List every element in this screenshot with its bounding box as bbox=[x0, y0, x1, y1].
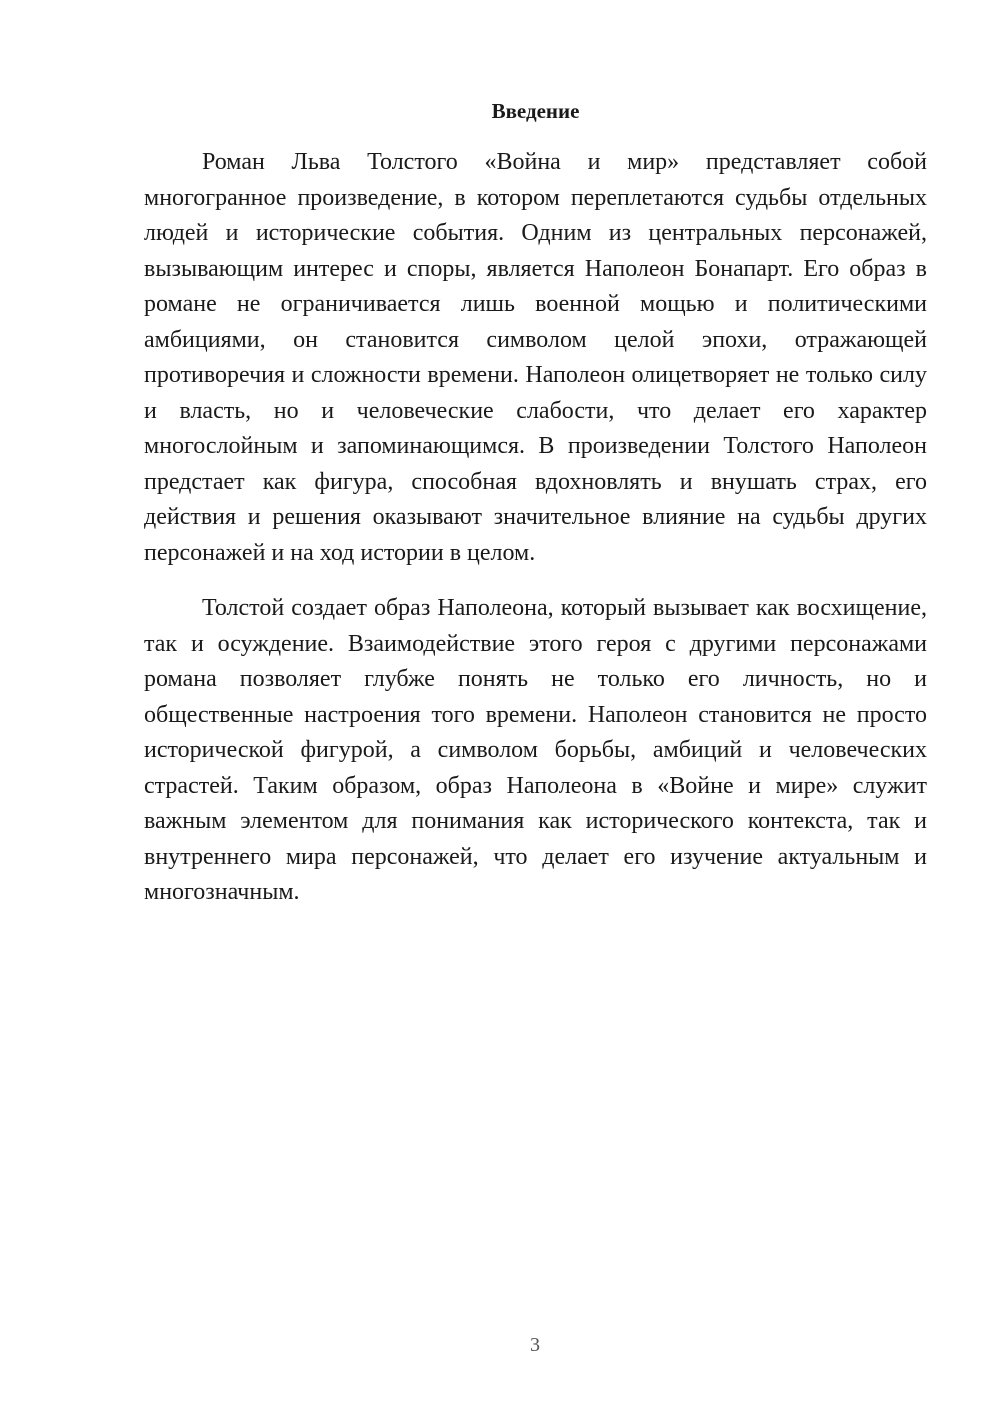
paragraph-2: Толстой создает образ Наполеона, который вызывает как восхищение, так и осуждение. Взаимодействие этого героя с другими персонажами романа позволяет глубже понять не только его личность, но и общественные настроения того времени. Наполеон становится не просто исторической фигурой, а символом борьбы, амбиций и человеческих страстей. Таким образом, образ Наполеона в «Войне и мире» служит важным элементом для понимания как исторического контекста, так и внутреннего мира персонажей, что делает его изучение актуальным и многозначным. bbox=[144, 595, 927, 905]
section-title: Введение bbox=[491, 99, 580, 123]
paragraph-1: Роман Льва Толстого «Война и мир» представляет собой многогранное произведение, в котором переплетаются судьбы отдельных людей и исторические события. Одним из центральных персонажей, вызывающим интерес и споры, является Наполеон Бонапарт. Его образ в романе не ограничивается лишь военной мощью и политическими амбициями, он становится символом целой эпохи, отражающей противоречия и сложности времени. Наполеон олицетворяет не только силу и власть, но и человеческие слабости, что делает его характер многослойным и запоминающимся. В произведении Толстого Наполеон предстает как фигура, способная вдохновлять и внушать страх, его действия и решения оказывают значительное влияние на судьбы других персонажей и на ход истории в целом. bbox=[144, 149, 927, 566]
page-number: 3 bbox=[530, 1334, 540, 1356]
page-content bbox=[144, 98, 927, 911]
